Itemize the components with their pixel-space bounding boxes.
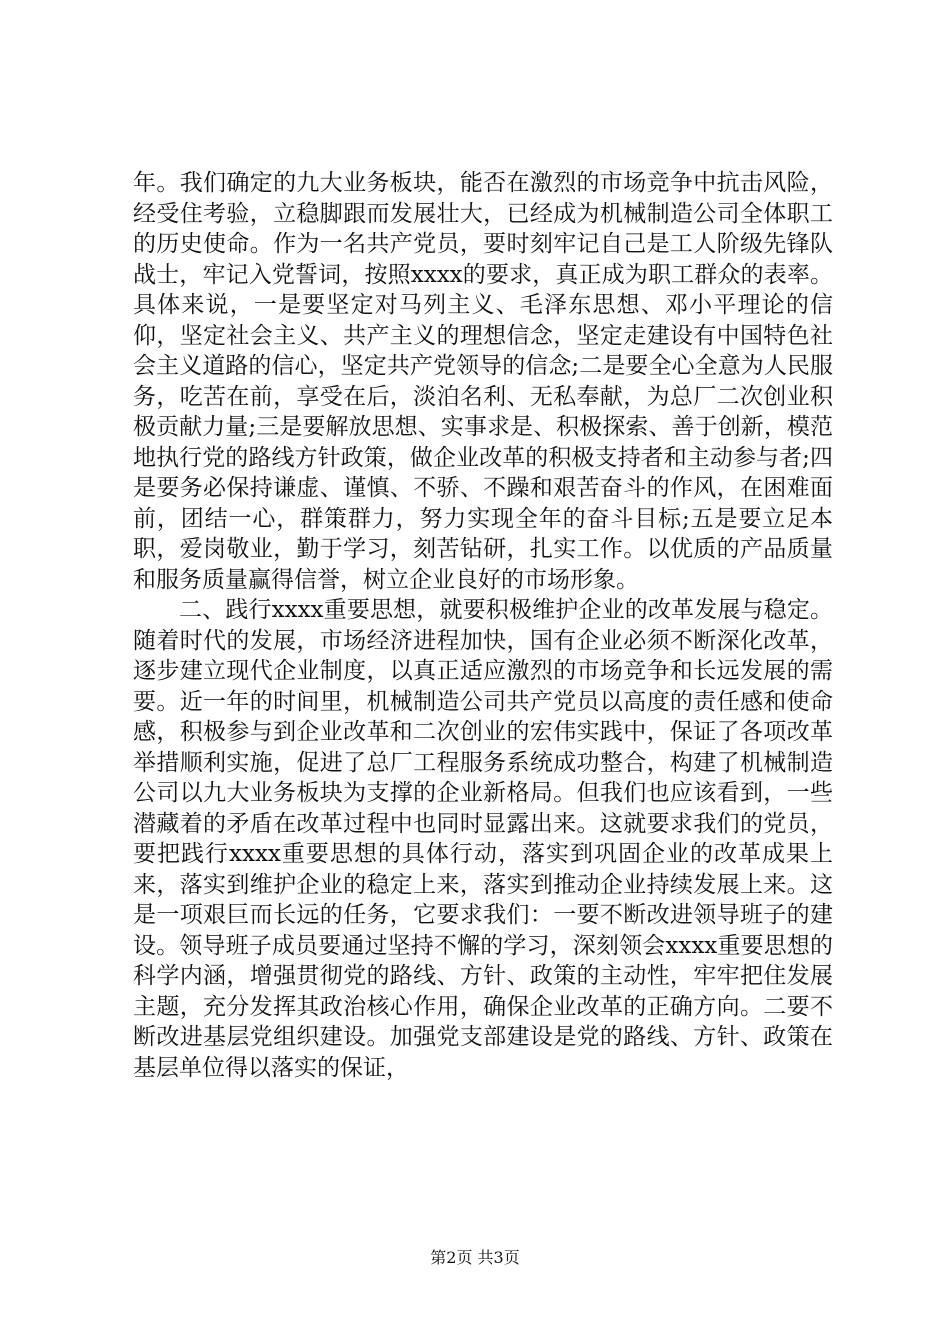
page-footer	[0, 1245, 950, 1268]
page-indicator: 第2页 共3页	[430, 1248, 520, 1267]
paragraph-section-two: 二、践行xxxx重要思想，就要积极维护企业的改革发展与稳定。随着时代的发展，市场经济进程加快，国有企业必须不断深化改革，逐步建立现代企业制度，以真正适应激烈的市场竞争和长远发展的需要。近一年的时间里，机械制造公司共产党员以高度的责任感和使命感，积极参与到企业改革和二次创业的宏伟实践中，保证了各项改革举措顺利实施，促进了总厂工程服务系统成功整合，构建了机械制造公司以九大业务板块为支撑的企业新格局。但我们也应该看到，一些潜藏着的矛盾在改革过程中也同时显露出来。这就要求我们的党员，要把践行xxxx重要思想的具体行动，落实到巩固企业的改革成果上来，落实到维护企业的稳定上来，落实到推动企业持续发展上来。这是一项艰巨而长远的任务，它要求我们：一要不断改进领导班子的建设。领导班子成员要通过坚持不懈的学习，深刻领会xxxx重要思想的科学内涵，增强贯彻党的路线、方针、政策的主动性，牢牢把住发展主题，充分发挥其政治核心作用，确保企业改革的正确方向。二要不断改进基层党组织建设。加强党支部建设是党的路线、方针、政策在基层单位得以落实的保证，	[133, 597, 833, 1081]
paragraph-continued: 年。我们确定的九大业务板块，能否在激烈的市场竞争中抗击风险，经受住考验，立稳脚跟而发展壮大，已经成为机械制造公司全体职工的历史使命。作为一名共产党员，要时刻牢记自己是工人阶级先锋队战士，牢记入党誓词，按照xxxx的要求，真正成为职工群众的表率。具体来说，一是要坚定对马列主义、毛泽东思想、邓小平理论的信仰，坚定社会主义、共产主义的理想信念，坚定走建设有中国特色社会主义道路的信心，坚定共产党领导的信念;二是要全心全意为人民服务，吃苦在前，享受在后，淡泊名利、无私奉献，为总厂二次创业积极贡献力量;三是要解放思想、实事求是、积极探索、善于创新，模范地执行党的路线方针政策，做企业改革的积极支持者和主动参与者;四是要务必保持谦虚、谨慎、不骄、不躁和艰苦奋斗的作风，在困难面前，团结一心，群策群力，努力实现全年的奋斗目标;五是要立足本职，爱岗敬业，勤于学习，刻苦钻研，扎实工作。以优质的产品质量和服务质量赢得信誉，树立企业良好的市场形象。	[133, 170, 833, 593]
document-body	[133, 168, 833, 1083]
